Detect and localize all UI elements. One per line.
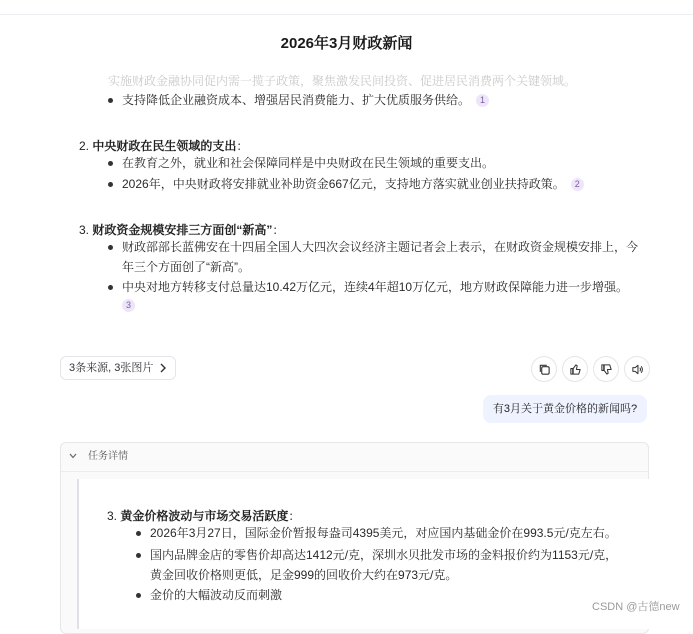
bullet-dot (136, 593, 141, 598)
list-item-text: 在教育之外，就业和社会保障同样是中央财政在民生领域的重要支出。 (122, 156, 495, 170)
list-item (122, 277, 650, 297)
citation-badge[interactable]: 1 (476, 94, 489, 107)
thumbs-up-icon (569, 363, 582, 376)
list-item (122, 90, 489, 110)
copy-icon (538, 363, 551, 376)
bullet-dot (136, 531, 141, 536)
list-item (150, 585, 640, 605)
page-title: 2026年3月财政新闻 (280, 35, 413, 52)
list-item-text: 金价的大幅波动反而刺激 (150, 588, 283, 602)
watermark: CSDN @古德new (592, 601, 680, 613)
top-bar (0, 0, 693, 15)
list-item-text: 财政部部长蓝佛安在十四届全国人大四次会议经济主题记者会上表示，在财政资金规模安排上，今 (122, 240, 639, 254)
task-details-header[interactable] (61, 443, 648, 472)
faded-bullet-text: 实施财政金融协同促内需一揽子政策，聚焦激发民间投资、促进居民消费两个关键领域。 (108, 74, 577, 88)
citation-badge[interactable]: 3 (122, 299, 135, 312)
section-number: 3. (107, 509, 118, 523)
section-number: 3. (79, 223, 90, 237)
citation-badge[interactable]: 2 (571, 178, 584, 191)
task-details-label: 任务详情 (88, 451, 128, 462)
chevron-down-icon (69, 453, 77, 459)
list-item-text: 2026年，中央财政将安排就业补助资金667亿元，支持地方落实就业创业扶持政策。 (122, 177, 565, 191)
sources-button-label: 3条来源, 3张图片 (69, 362, 154, 374)
list-item (122, 174, 584, 194)
like-button[interactable] (562, 356, 588, 382)
list-item-text: 支持降低企业融资成本、增强居民消费能力、扩大优质服务供给。 (122, 93, 471, 107)
section-title: 财政资金规模安排三方面创“新高” (92, 223, 273, 237)
list-item-text: 中央对地方转移支付总量达10.42万亿元，连续4年超10万亿元，地方财政保障能力进一步增强。 (122, 280, 629, 294)
list-item-text: 黄金回收价格则更低，足金999的回收价大约在973元/克。 (150, 568, 458, 582)
section-colon: ： (236, 139, 249, 153)
list-item (122, 153, 494, 173)
list-item-text: 2026年3月27日，国际金价暂报每盎司4395美元，对应国内基础金价在993.5元/克左右。 (150, 526, 617, 540)
copy-button[interactable] (531, 356, 557, 382)
bullet-dot (108, 98, 113, 103)
sources-button[interactable] (60, 356, 176, 380)
chevron-right-icon (159, 363, 167, 373)
section-title: 黄金价格波动与市场交易活跃度 (120, 509, 289, 523)
bullet-dot (108, 161, 113, 166)
bullet-dot (108, 245, 113, 250)
citation-wrap (122, 297, 135, 315)
section-heading (79, 137, 248, 154)
list-item-text: 年三个方面创了“新高”。 (122, 260, 250, 274)
list-item (150, 545, 640, 585)
thumbs-down-icon (600, 363, 613, 376)
section-number: 2. (79, 139, 90, 153)
bullet-dot (108, 285, 113, 290)
list-item (150, 523, 640, 543)
bullet-dot (108, 182, 113, 187)
speaker-icon (631, 363, 644, 376)
task-details-content (77, 479, 649, 629)
dislike-button[interactable] (593, 356, 619, 382)
section-colon: ： (288, 509, 301, 523)
user-message-bubble: 有3月关于黄金价格的新闻吗? (483, 395, 647, 423)
section-colon: ： (272, 223, 285, 237)
section-title: 中央财政在民生领域的支出 (92, 139, 237, 153)
task-details-panel (60, 442, 649, 634)
list-item-text: 国内品牌金店的零售价却高达1412元/克，深圳水贝批发市场的金料报价约为1153元/克， (150, 548, 618, 562)
faded-bullet (108, 72, 648, 89)
section-heading (107, 507, 300, 524)
bullet-dot (136, 553, 141, 558)
section-heading (79, 221, 284, 238)
list-item (122, 237, 650, 277)
read-aloud-button[interactable] (624, 356, 650, 382)
